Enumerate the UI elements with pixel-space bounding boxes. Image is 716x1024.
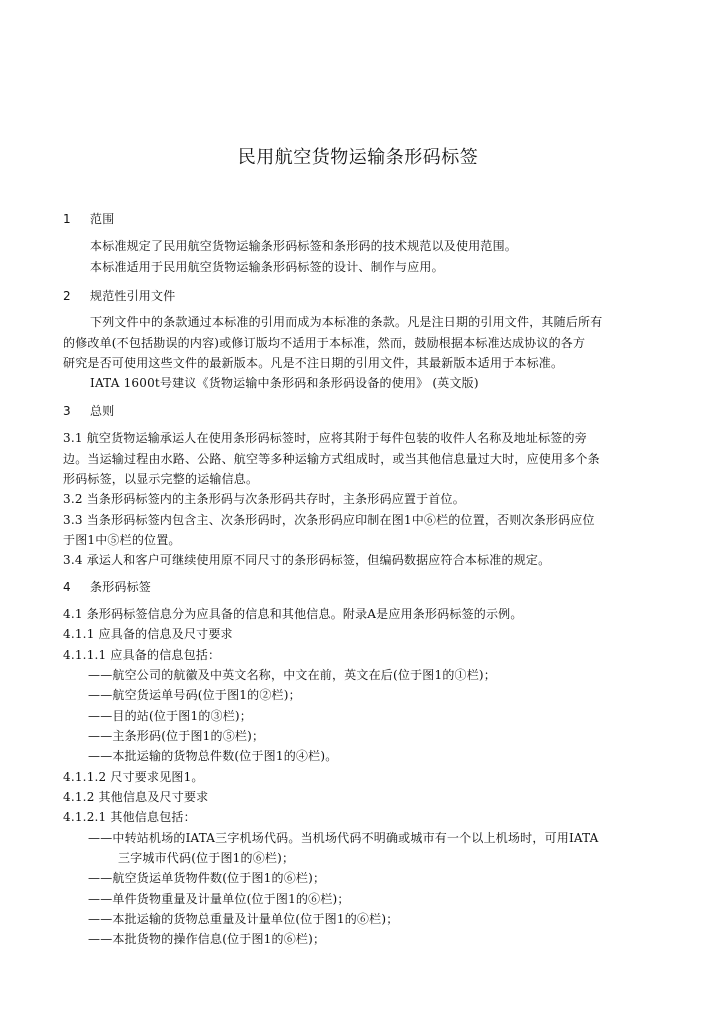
paragraph-line: 研究是否可使用这些文件的最新版本。凡是不注日期的引用文件，其最新版本适用于本标准。 <box>63 356 564 370</box>
list-item: ——本批货物的操作信息(位于图1的⑥栏)； <box>88 932 326 946</box>
list-item: ——主条形码(位于图1的⑤栏)； <box>88 729 265 743</box>
section-title: 条形码标签 <box>90 580 152 594</box>
clause-line: 4.1.1.1 应具备的信息包括： <box>63 648 221 662</box>
clause-line: 4.1.2.1 其他信息包括： <box>63 810 196 824</box>
section-number: 1 <box>63 212 71 226</box>
section-title: 规范性引用文件 <box>90 289 176 303</box>
section-title: 总则 <box>90 404 115 418</box>
section-1-heading <box>63 211 643 227</box>
section-4-heading <box>63 579 643 595</box>
section-title: 范围 <box>90 212 115 226</box>
list-item: ——本批运输的货物总重量及计量单位(位于图1的⑥栏)； <box>88 912 399 926</box>
paragraph-line: 下列文件中的条款通过本标准的引用而成为本标准的条款。凡是注日期的引用文件，其随后所有 <box>90 315 603 329</box>
clause-line: 4.1.1.2 尺寸要求见图1。 <box>63 770 204 784</box>
paragraph: 本标准适用于民用航空货物运输条形码标签的设计、制作与应用。 <box>90 260 444 274</box>
section-number: 3 <box>63 404 71 418</box>
clause-line: 3.1 航空货物运输承运人在使用条形码标签时，应将其附于每件包装的收件人名称及地址标签的旁 <box>63 431 587 445</box>
clause-line: 于图1中⑤栏的位置。 <box>63 533 181 547</box>
list-item: ——本批运输的货物总件数(位于图1的④栏)。 <box>88 749 338 763</box>
clause-line: 4.1.2 其他信息及尺寸要求 <box>63 790 209 804</box>
clause-line: 形码标签，以显示完整的运输信息。 <box>63 472 259 486</box>
section-3-heading <box>63 403 643 419</box>
clause-line: 4.1 条形码标签信息分为应具备的信息和其他信息。附录A是应用条形码标签的示例。 <box>63 607 523 621</box>
clause-line: 3.2 当条形码标签内的主条形码与次条形码共存时，主条形码应置于首位。 <box>63 492 465 506</box>
paragraph-line: 的修改单(不包括勘误的内容)或修订版均不适用于本标准，然而，鼓励根据本标准达成协议的各方 <box>63 336 586 350</box>
document-title: 民用航空货物运输条形码标签 <box>237 147 479 168</box>
section-2-heading <box>63 288 643 304</box>
clause-line: 边。当运输过程由水路、公路、航空等多种运输方式组成时，或当其他信息量过大时，应使用多个条 <box>63 452 600 466</box>
reference-item: IATA 1600t号建议《货物运输中条形码和条形码设备的使用》 (英文版) <box>90 376 479 390</box>
clause-line: 4.1.1 应具备的信息及尺寸要求 <box>63 627 233 641</box>
section-number: 4 <box>63 580 71 594</box>
list-item: ——航空公司的航徽及中英文名称，中文在前，英文在后(位于图1的①栏)； <box>88 668 497 682</box>
clause-line: 3.3 当条形码标签内包含主、次条形码时，次条形码应印制在图1中⑥栏的位置，否则次条形码应位 <box>63 513 595 527</box>
list-item: ——目的站(位于图1的③栏)； <box>88 709 252 723</box>
list-item: ——航空货运单号码(位于图1的②栏)； <box>88 688 301 702</box>
list-item: ——航空货运单货物件数(位于图1的⑥栏)； <box>88 871 326 885</box>
list-item: ——单件货物重量及计量单位(位于图1的⑥栏)； <box>88 892 350 906</box>
clause-line: 3.4 承运人和客户可继续使用原不同尺寸的条形码标签，但编码数据应符合本标准的规定。 <box>63 553 551 567</box>
list-item: ——中转站机场的IATA三字机场代码。当机场代码不明确或城市有一个以上机场时，可用IATA <box>88 831 599 845</box>
paragraph: 本标准规定了民用航空货物运输条形码标签和条形码的技术规范以及使用范围。 <box>90 239 518 253</box>
list-item-continuation: 三字城市代码(位于图1的⑥栏)； <box>118 851 295 865</box>
section-number: 2 <box>63 289 71 303</box>
